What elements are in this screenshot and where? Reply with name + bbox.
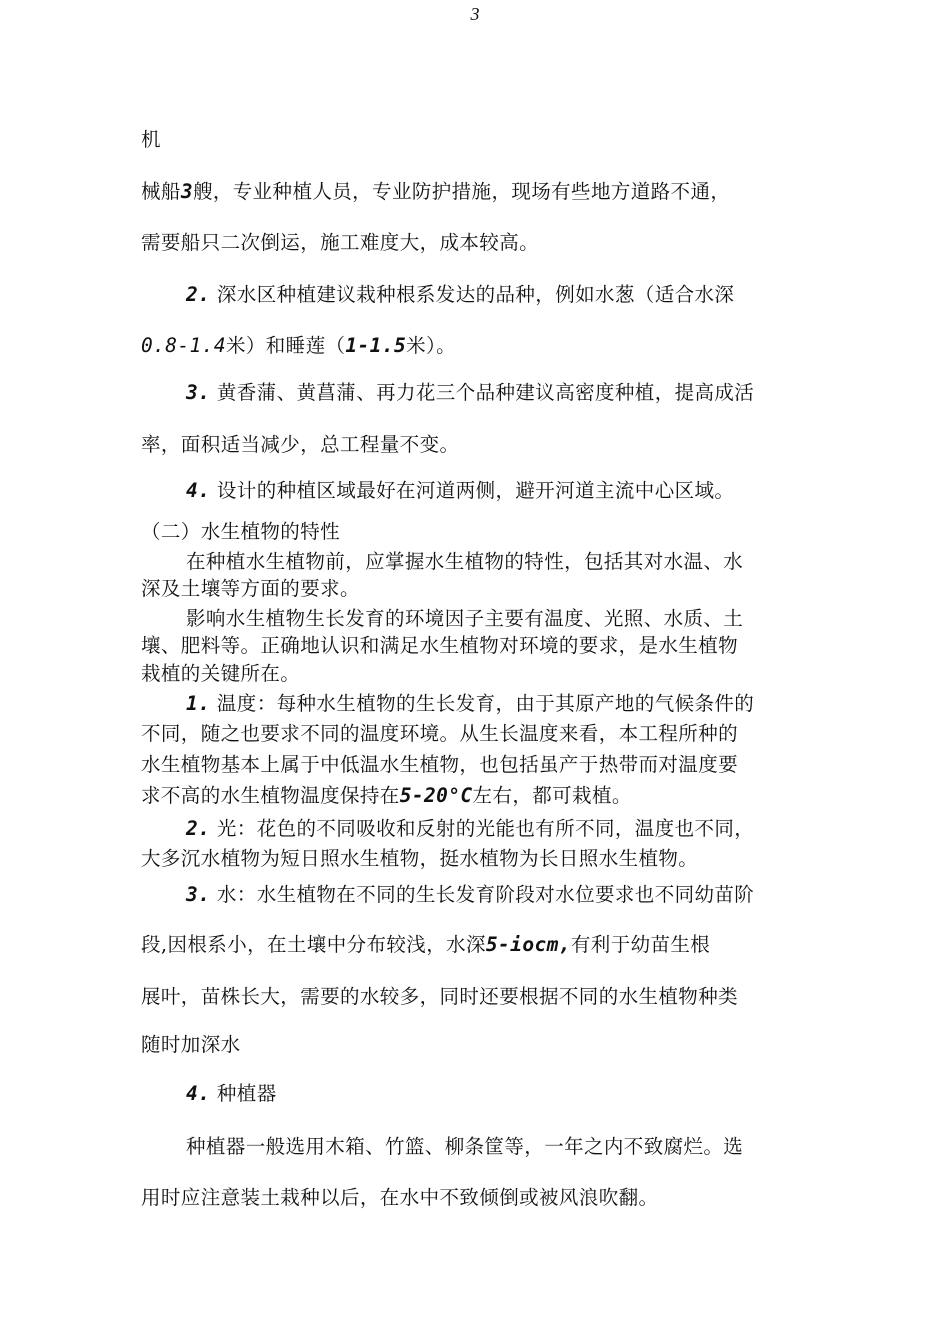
text-line: 段,因根系小，在土壤中分布较浅，水深5-iocm,有利于幼苗生根 bbox=[141, 933, 711, 956]
text-line: 深及土壤等方面的要求。 bbox=[141, 577, 360, 600]
page-number: 3 bbox=[470, 4, 480, 24]
section-heading: （二）水生植物的特性 bbox=[141, 520, 341, 543]
text-line: 机 bbox=[141, 128, 161, 151]
text-line: 种植器一般选用木箱、竹篮、柳条筐等，一年之内不致腐烂。选 bbox=[186, 1135, 744, 1158]
text-line: 械船3艘，专业种植人员，专业防护措施，现场有些地方道路不通， bbox=[141, 180, 731, 203]
text-line: 率，面积适当减少，总工程量不变。 bbox=[141, 433, 460, 456]
text-line: 水生植物基本上属于中低温水生植物，也包括虽产于热带而对温度要 bbox=[141, 753, 739, 776]
text-line: 需要船只二次倒运，施工难度大，成本较高。 bbox=[141, 231, 540, 254]
list-item: 4. 设计的种植区域最好在河道两侧，避开河道主流中心区域。 bbox=[186, 479, 735, 502]
text-line: 0.8-1.4米）和睡莲（1-1.5米）。 bbox=[141, 334, 457, 357]
list-item: 3. 黄香蒲、黄菖蒲、再力花三个品种建议高密度种植，提高成活 bbox=[186, 381, 755, 404]
text-line: 在种植水生植物前，应掌握水生植物的特性，包括其对水温、水 bbox=[186, 550, 744, 573]
list-item: 3. 水：水生植物在不同的生长发育阶段对水位要求也不同幼苗阶 bbox=[186, 883, 755, 906]
list-item: 2. 光：花色的不同吸收和反射的光能也有所不同，温度也不同， bbox=[186, 817, 755, 840]
text-line: 大多沉水植物为短日照水生植物，挺水植物为长日照水生植物。 bbox=[141, 847, 699, 870]
list-item: 1. 温度：每种水生植物的生长发育，由于其原产地的气候条件的 bbox=[186, 692, 755, 715]
text-line: 壤、肥料等。正确地认识和满足水生植物对环境的要求，是水生植物 bbox=[141, 634, 739, 657]
text-line: 用时应注意装土栽种以后，在水中不致倾倒或被风浪吹翻。 bbox=[141, 1186, 659, 1209]
text-line: 影响水生植物生长发育的环境因子主要有温度、光照、水质、土 bbox=[186, 607, 744, 630]
list-item: 4. 种植器 bbox=[186, 1082, 277, 1105]
text-line: 栽植的关键所在。 bbox=[141, 662, 301, 685]
text-line: 求不高的水生植物温度保持在5-20°C左右，都可栽植。 bbox=[141, 784, 632, 807]
text-line: 展叶，苗株长大，需要的水较多，同时还要根据不同的水生植物种类 bbox=[141, 985, 739, 1008]
text-line: 随时加深水 bbox=[141, 1033, 241, 1056]
text-line: 不同，随之也要求不同的温度环境。从生长温度来看，本工程所种的 bbox=[141, 722, 739, 745]
list-item: 2. 深水区种植建议栽种根系发达的品种，例如水葱（适合水深 bbox=[186, 283, 735, 306]
